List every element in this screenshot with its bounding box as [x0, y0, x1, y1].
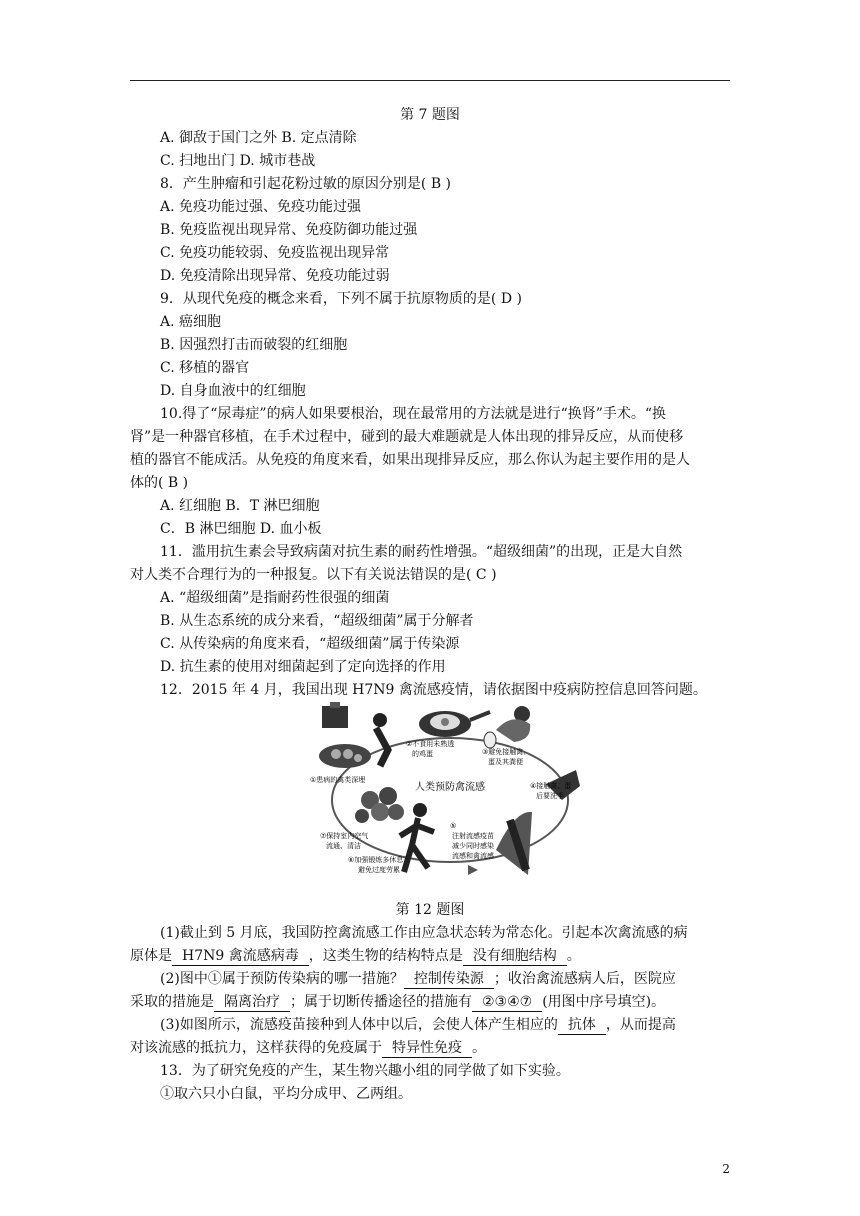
chicken-icon	[484, 706, 530, 748]
fig-label: 蛋及其粪便	[488, 758, 523, 766]
fig-label: 减少同时感染	[452, 842, 494, 850]
q9-option: B. 因强烈打击而破裂的红细胞	[160, 337, 348, 353]
fig-label: ②不食用未熟透	[406, 740, 455, 748]
q13-stem: 13．为了研究免疫的产生，某生物兴趣小组的同学做了如下实验。	[160, 1063, 570, 1079]
fig-label: ①患病的禽类深埋	[310, 776, 366, 784]
q10-text: 体的( B )	[130, 475, 189, 491]
q8-stem: 8．产生肿瘤和引起花粉过敏的原因分别是( B )	[160, 176, 452, 192]
fig-label: 后要洗手	[536, 792, 564, 800]
q11-option: A. “超级细菌”是指耐药性很强的细菌	[160, 590, 390, 606]
answer-blank: 隔离治疗	[214, 993, 290, 1012]
q10-text: 肾”是一种器官移植，在手术过程中，碰到的最大难题就是人体出现的排异反应，从而使移	[130, 429, 684, 445]
answer-blank: ②③④⑦	[472, 993, 542, 1012]
fig-label: 流通、清洁	[326, 842, 361, 850]
vaccine-arm-icon	[496, 812, 532, 875]
q9-stem: 9．从现代免疫的概念来看，下列不属于抗原物质的是( D )	[160, 291, 522, 307]
fig-label: ③避免接触禽、	[482, 748, 531, 756]
q12-p1-text: (1)截止到 5 月底，我国防控禽流感工作由应急状态转为常态化。引起本次禽流感的病	[160, 925, 688, 941]
q10-option: A. 红细胞 B．T 淋巴细胞	[160, 498, 320, 514]
fig-label: 避免过度劳累	[358, 866, 400, 874]
q11-text: 对人类不合理行为的一种报复。以下有关说法错误的是( C )	[130, 567, 497, 583]
q12-p2-line2: 采取的措施是 隔离治疗 ；属于切断传播途径的措施有 ②③④⑦ (用图中序号填空)。	[130, 994, 666, 1010]
fig-label: ⑦保持室内空气	[320, 832, 369, 840]
fig-label: 流感和禽流感	[452, 852, 494, 860]
q11-option: C. 从传染病的角度来看，“超级细菌”属于传染源	[160, 636, 460, 652]
q12-stem: 12．2015 年 4 月，我国出现 H7N9 禽流感疫情，请依据图中疫病防控信息回答问题。	[160, 682, 707, 698]
q11-option: D. 抗生素的使用对细菌起到了定向选择的作用	[160, 659, 446, 675]
fig-label: 注射流感疫苗	[452, 832, 494, 840]
fig-label: ④接触禽、蛋	[530, 782, 572, 790]
fig7-caption: 第 7 题图	[400, 107, 460, 123]
q9-option: A. 癌细胞	[160, 314, 222, 330]
q10-option: C．B 淋巴细胞 D. 血小板	[160, 521, 322, 537]
q9-option: C. 移植的器官	[160, 360, 250, 376]
center-label: 人类预防禽流感	[415, 782, 485, 793]
q8-option: C. 免疫功能较弱、免疫监视出现异常	[160, 245, 390, 261]
page-number: 2	[722, 1162, 730, 1176]
q12-figure	[300, 700, 590, 890]
q12-p3-line1: (3)如图所示，流感疫苗接种到人体中以后，会使人体产生相应的 抗体 ，从而提高	[160, 1017, 676, 1033]
q11-option: B. 从生态系统的成分来看，“超级细菌”属于分解者	[160, 613, 474, 629]
answer-blank: 抗体	[558, 1016, 606, 1035]
fried-egg-icon	[419, 711, 490, 737]
top-rule	[130, 80, 730, 81]
q8-option: B. 免疫监视出现异常、免疫防御功能过强	[160, 222, 418, 238]
q11-text: 11．滥用抗生素会导致病菌对抗生素的耐药性增强。“超级细菌”的出现，正是大自然	[160, 544, 683, 560]
answer-blank: 特异性免疫	[382, 1039, 472, 1058]
q7-option: A. 御敌于国门之外 B. 定点清除	[160, 130, 357, 146]
q12-p3-line2: 对该流感的抵抗力，这样获得的免疫属于 特异性免疫 。	[130, 1040, 486, 1056]
q12-p1-line2: 原体是 H7N9 禽流感病毒 ，这类生物的结构特点是 没有细胞结构 。	[130, 948, 581, 964]
fig-label: 的鸡蛋	[412, 750, 433, 758]
q10-text: 植的器官不能成活。从免疫的角度来看，如果出现排异反应，那么你认为起主要作用的是人	[130, 452, 690, 468]
fig12-caption: 第 12 题图	[395, 902, 465, 918]
q10-text: 10.得了“尿毒症”的病人如果要根治，现在最常用的方法就是进行“换肾”手术。“换	[160, 406, 667, 422]
fig-label: ⑥加强锻炼多休息	[348, 856, 404, 864]
fig-label: ⑤	[450, 822, 457, 830]
q9-option: D. 自身血液中的红细胞	[160, 383, 306, 399]
answer-blank: H7N9 禽流感病毒	[172, 947, 309, 966]
answer-blank: 没有细胞结构	[463, 947, 567, 966]
answer-blank: 控制传染源	[404, 970, 494, 989]
q8-option: D. 免疫清除出现异常、免疫功能过弱	[160, 268, 390, 284]
q7-option: C. 扫地出门 D. 城市巷战	[160, 153, 316, 169]
bury-poultry-icon	[319, 702, 388, 768]
q13-step: ①取六只小白鼠，平均分成甲、乙两组。	[160, 1086, 412, 1102]
q8-option: A. 免疫功能过强、免疫功能过强	[160, 199, 362, 215]
q12-p2-line1: (2)图中①属于预防传染病的哪一措施？ 控制传染源 ；收治禽流感病人后，医院应	[160, 971, 676, 987]
virus-icon	[355, 787, 404, 823]
arrow-icon	[468, 865, 478, 875]
